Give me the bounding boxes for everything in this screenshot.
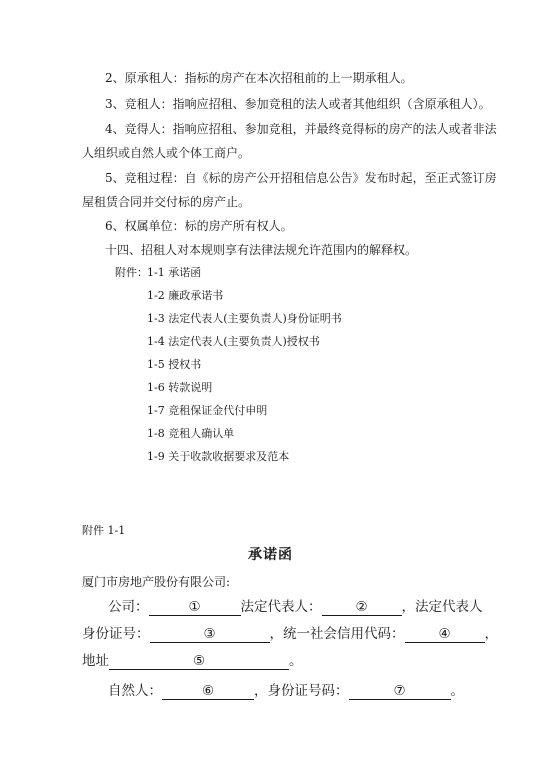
person-id-blank[interactable]: ⑦ <box>349 684 451 700</box>
natural-person-label: 自然人： <box>108 683 162 699</box>
address-blank[interactable]: ⑤ <box>109 654 289 670</box>
attachments-prefix: 附件： <box>115 266 148 279</box>
id-blank[interactable]: ③ <box>150 627 270 643</box>
attachment-item: 1-9 关于收款收据要求及范本 <box>147 450 290 463</box>
address-label: 地址 <box>82 653 109 669</box>
legal-rep-blank[interactable]: ② <box>322 600 402 616</box>
attachment-label: 附件 1-1 <box>82 524 126 537</box>
addressee: 厦门市房地产股份有限公司: <box>82 575 231 589</box>
attachment-item: 1-1 承诺函 <box>147 266 202 279</box>
attachment-item: 1-4 法定代表人(主要负责人)授权书 <box>147 335 320 348</box>
company-blank[interactable]: ① <box>149 600 241 616</box>
person-id-label: ，身份证号码： <box>254 683 349 699</box>
attachment-item: 1-6 转款说明 <box>147 381 213 394</box>
attachment-item: 1-8 竞租人确认单 <box>147 427 235 440</box>
page-title: 承诺函 <box>248 547 293 563</box>
clause-fourteen: 十四、招租人对本规则享有法律法规允许范围内的解释权。 <box>105 243 418 257</box>
attachment-item: 1-7 竞租保证金代付申明 <box>147 404 268 417</box>
id-label: 身份证号： <box>82 626 150 642</box>
definition-bidder: 3、竞租人：指响应招租、参加竞租的法人或者其他组织（含原承租人）。 <box>105 97 491 111</box>
definition-owner-unit: 6、权属单位：标的房产所有权人。 <box>105 219 293 233</box>
person-period: 。 <box>450 683 464 699</box>
credit-code-label: ，统一社会信用代码： <box>269 626 405 642</box>
credit-code-blank[interactable]: ④ <box>405 627 485 643</box>
legal-rep-tail: ，法定代表人 <box>401 599 483 615</box>
definition-winning-bidder-cont: 人组织或自然人或个体工商户。 <box>82 146 251 160</box>
definition-bidding-process-cont: 屋租赁合同并交付标的房产止。 <box>82 195 251 209</box>
definition-bidding-process: 5、竞租过程：自《标的房产公开招租信息公告》发布时起，至正式签订房 <box>105 171 497 185</box>
attachment-item: 1-2 廉政承诺书 <box>147 289 224 302</box>
attachment-item: 1-3 法定代表人(主要负责人)身份证明书 <box>147 312 342 325</box>
natural-person-blank[interactable]: ⑥ <box>162 684 254 700</box>
address-row <box>82 653 303 670</box>
definition-original-lessee: 2、原承租人：指标的房产在本次招租前的上一期承租人。 <box>105 71 413 85</box>
company-row <box>108 599 483 616</box>
definition-winning-bidder: 4、竞得人：指响应招租、参加竞租，并最终竞得标的房产的法人或者非法 <box>105 122 497 136</box>
attachment-item: 1-5 授权书 <box>147 358 202 371</box>
legal-rep-label: 法定代表人： <box>240 599 322 615</box>
natural-person-row <box>108 683 464 700</box>
id-row <box>82 626 498 643</box>
comma: ， <box>484 626 498 642</box>
company-label: 公司： <box>108 599 149 615</box>
address-period: 。 <box>289 653 303 669</box>
